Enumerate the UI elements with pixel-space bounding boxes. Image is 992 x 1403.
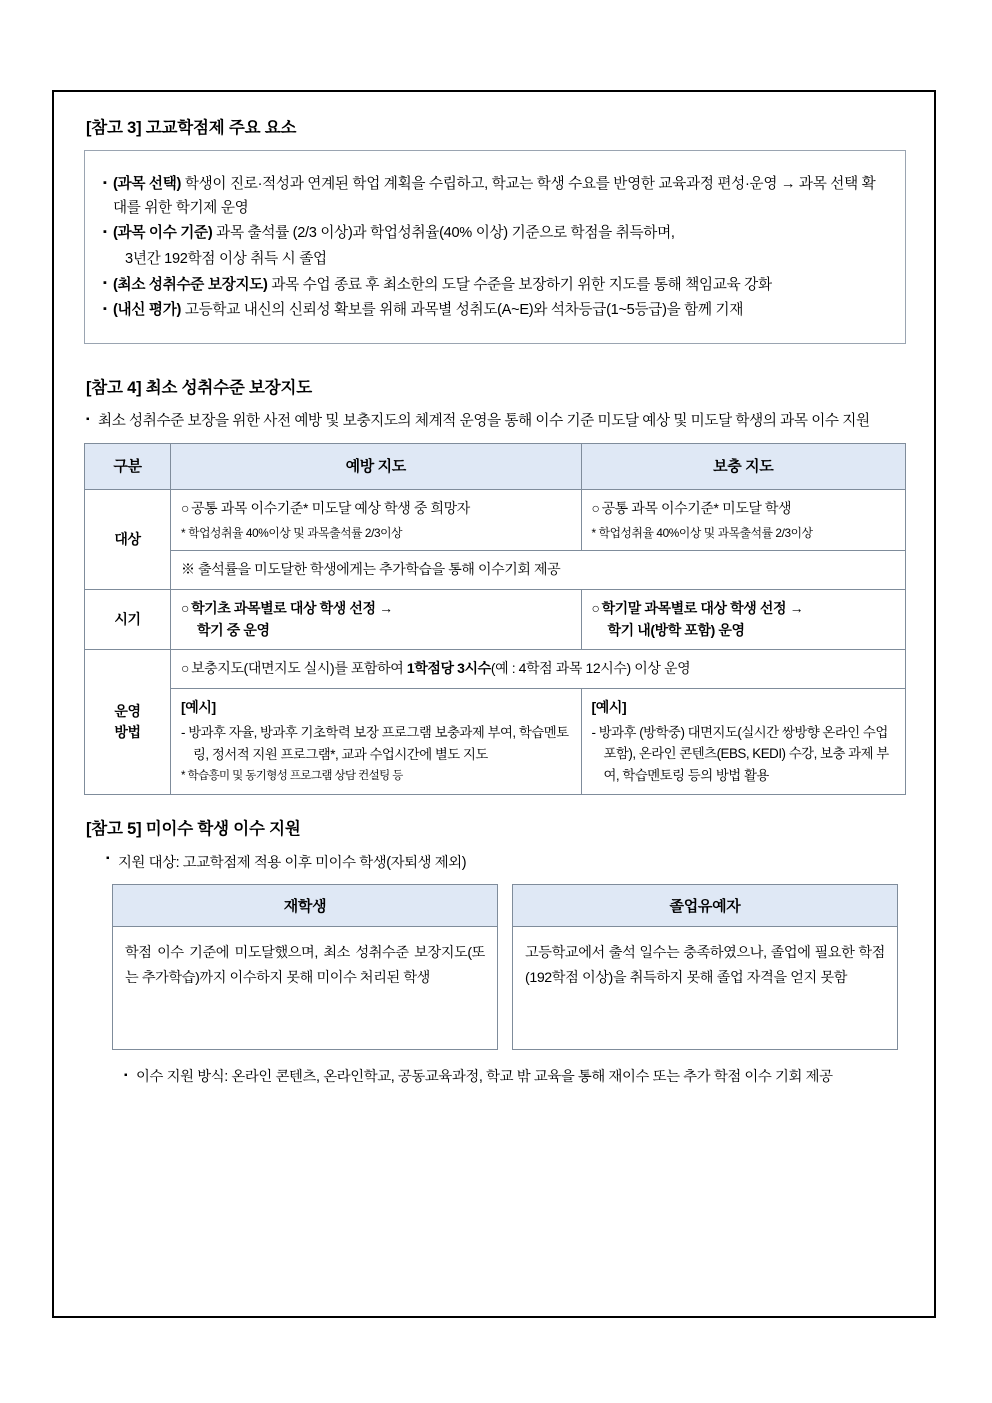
ref3-item-4-text: 고등학교 내신의 신뢰성 확보를 위해 과목별 성취도(A~E)와 석차등급(1~5등급)을 함께 기재 bbox=[181, 302, 744, 319]
square-bullet-icon: ▪ bbox=[124, 1070, 128, 1082]
table-row-method-span bbox=[85, 650, 906, 689]
circle-bullet-icon: ○ bbox=[181, 600, 190, 617]
cell-timing-prevention-line2: 학기 중 운영 bbox=[197, 621, 270, 638]
circle-bullet-icon: ○ bbox=[591, 600, 600, 617]
cell-target-prevention-text: 공통 과목 이수기준* 미도달 예상 학생 중 희망자 bbox=[191, 500, 470, 517]
cell-target-prevention-note: * 학업성취율 40%이상 및 과목출석률 2/3이상 bbox=[181, 526, 403, 541]
card-graduation-deferred-header: 졸업유예자 bbox=[512, 884, 898, 927]
cell-target-supplement bbox=[581, 490, 906, 551]
ref3-item-3-label: (최소 성취수준 보장지도) bbox=[113, 276, 268, 293]
square-bullet-icon: ▪ bbox=[106, 853, 110, 865]
cell-method-span bbox=[171, 650, 906, 689]
reference-4-lead-text: 최소 성취수준 보장을 위한 사전 예방 및 보충지도의 체계적 운영을 통해 이수 기준 미도달 예상 및 미도달 학생의 과목 이수 지원 bbox=[98, 412, 870, 429]
reference-5-footer-text: 이수 지원 방식: 온라인 콘텐츠, 온라인학교, 공동교육과정, 학교 밖 교육을 통해 재이수 또는 추가 학점 이수 기회 제공 bbox=[136, 1069, 833, 1086]
reference-3-title: [참고 3] 고교학점제 주요 요소 bbox=[86, 119, 297, 137]
square-bullet-icon: ▪ bbox=[103, 302, 107, 315]
document-page bbox=[52, 90, 936, 1318]
col-header-division: 구분 bbox=[85, 444, 171, 490]
col-header-prevention: 예방 지도 bbox=[171, 444, 582, 490]
row-label-method-line1: 운영 bbox=[114, 702, 141, 719]
cell-timing-prevention-line1: 학기초 과목별로 대상 학생 선정 → bbox=[191, 600, 393, 617]
square-bullet-icon: ▪ bbox=[103, 277, 107, 290]
row-label-method-line2: 방법 bbox=[114, 724, 141, 741]
cell-method-prevention bbox=[171, 689, 582, 795]
col-header-supplement: 보충 지도 bbox=[581, 444, 906, 490]
ref3-item-1 bbox=[103, 173, 885, 220]
reference-5-lead-text: 지원 대상: 고교학점제 적용 이후 미이수 학생(자퇴생 제외) bbox=[118, 855, 467, 872]
ref3-item-4 bbox=[103, 299, 885, 323]
ref3-item-2-subtext: 3년간 192학점 이상 취득 시 졸업 bbox=[125, 250, 327, 267]
ref3-item-1-text: 학생이 진로·적성과 연계된 학업 계획을 수립하고, 학교는 학생 수요를 반영한 교육과정 편성·운영 → 과목 선택 확대를 위한 학기제 운영 bbox=[113, 176, 876, 216]
ref3-item-2 bbox=[103, 222, 885, 246]
circle-bullet-icon: ○ bbox=[181, 660, 190, 677]
square-bullet-icon: ▪ bbox=[103, 176, 107, 189]
cell-target-span-note: ※ 출석률을 미도달한 학생에게는 추가학습을 통해 이수기회 제공 bbox=[171, 551, 906, 590]
circle-bullet-icon: ○ bbox=[591, 500, 600, 517]
cell-timing-supplement-line2: 학기 내(방학 포함) 운영 bbox=[607, 621, 745, 638]
cell-method-span-pre: 보충지도(대면지도 실시)를 포함하여 bbox=[191, 660, 407, 677]
card-enrolled-student bbox=[112, 884, 498, 1050]
cell-method-supplement-example: - 방과후 (방학중) 대면지도(실시간 쌍방향 온라인 수업 포함), 온라인 콘텐츠(EBS, KEDI) 수강, 보충 과제 부여, 학습멘토링 등의 방법 활용 bbox=[591, 724, 889, 783]
table-row-target-note bbox=[85, 551, 906, 590]
cell-timing-supplement bbox=[581, 590, 906, 650]
reference-4-title: [참고 4] 최소 성취수준 보장지도 bbox=[86, 378, 312, 397]
reference-5-footer bbox=[124, 1066, 872, 1090]
table-row-target bbox=[85, 490, 906, 551]
ref3-item-2-text: 과목 출석률 (2/3 이상)과 학업성취율(40% 이상) 기준으로 학점을 취득하며, bbox=[212, 225, 675, 242]
circle-bullet-icon: ○ bbox=[181, 500, 190, 517]
reference-3-box bbox=[84, 150, 906, 344]
reference-4-lead bbox=[86, 410, 906, 433]
row-label-timing: 시기 bbox=[85, 590, 171, 650]
table-header-row bbox=[85, 444, 906, 490]
square-bullet-icon: ▪ bbox=[103, 226, 107, 239]
cell-timing-supplement-line1: 학기말 과목별로 대상 학생 선정 → bbox=[601, 600, 804, 617]
cell-target-supplement-note: * 학업성취율 40%이상 및 과목출석률 2/3이상 bbox=[591, 526, 813, 541]
cell-method-span-bold: 1학점당 3시수 bbox=[406, 660, 491, 677]
ref3-item-2-label: (과목 이수 기준) bbox=[113, 225, 213, 242]
ref3-item-3-text: 과목 수업 종료 후 최소한의 도달 수준을 보장하기 위한 지도를 통해 책임교육 강화 bbox=[267, 276, 772, 293]
minimum-achievement-table bbox=[84, 443, 906, 795]
row-label-method bbox=[85, 650, 171, 795]
ref3-item-1-label: (과목 선택) bbox=[113, 176, 182, 192]
card-enrolled-student-body: 학점 이수 기준에 미도달했으며, 최소 성취수준 보장지도(또는 추가학습)까지 이수하지 못해 미이수 처리된 학생 bbox=[112, 927, 498, 1050]
row-label-target: 대상 bbox=[85, 490, 171, 590]
cell-method-prevention-example: - 방과후 자율, 방과후 기초학력 보장 프로그램 보충과제 부여, 학습멘토링, 정서적 지원 프로그램*, 교과 수업시간에 별도 지도 bbox=[181, 725, 569, 762]
cell-target-supplement-text: 공통 과목 이수기준* 미도달 학생 bbox=[601, 500, 792, 517]
cell-method-prevention-example-label: [예시] bbox=[181, 699, 216, 716]
cell-method-span-post: (예 : 4학점 과목 12시수) 이상 운영 bbox=[490, 660, 691, 677]
cell-target-prevention bbox=[171, 490, 582, 551]
card-graduation-deferred bbox=[512, 884, 898, 1050]
cell-method-supplement bbox=[581, 689, 906, 795]
reference-5-lead bbox=[106, 851, 906, 872]
card-graduation-deferred-body: 고등학교에서 출석 일수는 충족하였으나, 졸업에 필요한 학점(192학점 이상)을 취득하지 못해 졸업 자격을 얻지 못함 bbox=[512, 927, 898, 1050]
support-target-cards bbox=[112, 884, 898, 1050]
card-enrolled-student-header: 재학생 bbox=[112, 884, 498, 927]
ref3-item-4-label: (내신 평가) bbox=[113, 302, 182, 319]
ref3-item-3 bbox=[103, 274, 885, 298]
reference-5-title: [참고 5] 미이수 학생 이수 지원 bbox=[86, 820, 301, 839]
cell-method-supplement-example-label: [예시] bbox=[591, 699, 627, 716]
cell-timing-prevention bbox=[171, 590, 582, 650]
table-row-method-examples bbox=[85, 689, 906, 795]
cell-method-prevention-note: * 학습흥미 및 동기형성 프로그램 상담 컨설팅 등 bbox=[181, 770, 403, 783]
square-bullet-icon: ▪ bbox=[86, 413, 90, 425]
table-row-timing bbox=[85, 590, 906, 650]
